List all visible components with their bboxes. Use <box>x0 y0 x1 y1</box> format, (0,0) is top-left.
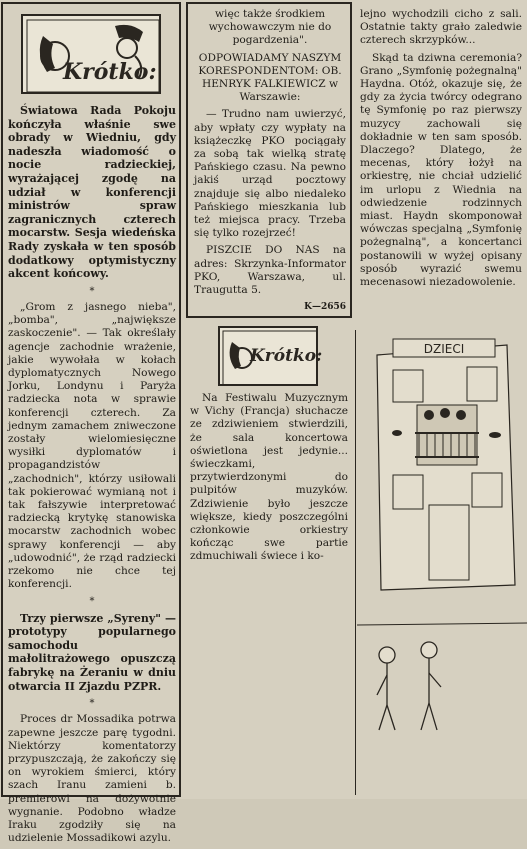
krotko-logo-2 <box>218 326 323 386</box>
krotko-logo-text-1: Krótko: <box>63 59 157 85</box>
krotko-logo-1 <box>21 14 161 94</box>
article-haydn: Skąd ta dziwna ceremonia? Grano „Symfonię pożegnalną" Haydna. Otóż, okazuje się, że gdy za życia twórcy odegrano tę Symfonię po raz pierwszy muzycy zachowali się dokładnie w ten sam sposób. Dlaczego? Dlatego, że mecenas, który łożył na orkiestrę, nie chciał udzielić im urlopu z Wiednia na odwiedzenie rodzinnych miast. Haydn skomponował wówczas specjalną „Symfonię pożegnalną", a koncertanci postanowili w wyżej opisany sposób wyrazić swemu mecenasowi niezadowolenie. <box>360 51 522 289</box>
korespondenci-intro: więc także środkiem wychowawczym nie do pogardzenia". <box>208 8 332 47</box>
column-3 <box>360 8 522 293</box>
column-2-top <box>194 8 346 314</box>
article-vichy-cont: lejno wychodzili cicho z sali. Ostatnie takty grało zaledwie czterech skrzypków... <box>360 8 522 47</box>
article-mossadik: Proces dr Mossadika potrwa zapewne jeszcze parę tygodni. Niektórzy komentatorzy przypuszczają, że zakończy się on wyrokiem śmierci, który szach Iranu zamieni b. premierowi na dożywotnie wygnanie. Podobno władze Iraku zgodziły się na udzielenie Mossadikowi azylu. <box>8 713 176 845</box>
article-syrena: Trzy pierwsze „Syreny" — prototypy popularnego samochodu małolitrażowego opuszczą fabrykę na Żeraniu w dniu otwarcia II Zjazdu PZPR. <box>8 611 176 693</box>
korespondenci-answer: — Trudno nam uwierzyć, aby wpłaty czy wypłaty na książeczkę PKO pociągały za sobą tak wielką stratę Pańskiego czasu. Na pewno jakiś urząd pocztowy znajduje się albo niedaleko Pańskiego mieszkania lub też miejsca pracy. Trzeba się tylko rozejrzeć! <box>194 108 346 240</box>
column-2-bottom <box>190 322 348 568</box>
article-nota: „Grom z jasnego nieba", „bomba", „największe zaskoczenie". — Tak określały agencje zachodnie wrażenie, jakie wywołała w kołach dyplomatycznych Nowego Jorku, Londynu i Paryża radziecka nota w sprawie konferencji czterech. Za jednym zamachem zniweczone zostały wielomiesięczne wysiłki dyplomatów i propagandzistów „zachodnich", którzy usiłowali tak pokierować wymianą not i tak fałszywie interpretować radziecką krytykę stanowiska mocarstw zachodnich wobec sprawy konferencji — aby „udowodnić", że rząd radziecki rzekomo nie chce tej konferencji. <box>8 300 176 591</box>
cartoon-sign: DZIECI <box>423 342 465 356</box>
separator-star: * <box>89 698 95 710</box>
column-1 <box>8 8 176 849</box>
cartoon-illustration <box>357 325 527 795</box>
signature: K—2656 <box>304 302 346 313</box>
krotko-logo-text-2: Krótko: <box>250 346 323 366</box>
article-vichy: Na Festiwalu Muzycznym w Vichy (Francja) słuchacze ze zdziwieniem stwierdzili, że sala koncertowa oświetlona jest jedynie... świeczkami, przytwierdzonymi do pulpitów muzyków. Zdziwienie było jeszcze większe, kiedy poszczególni członkowie orkiestry kończąc swe partie zdmuchiwali świece i ko- <box>190 392 348 563</box>
korespondenci-address: PISZCIE DO NAS na adres: Skrzynka-Informator PKO, Warszawa, ul. Traugutta 5. <box>194 244 346 297</box>
column-divider <box>355 330 356 795</box>
korespondenci-heading: ODPOWIADAMY NASZYM KORESPONDENTOM: OB. HENRYK FALKIEWICZ w Warszawie: <box>198 51 342 104</box>
separator-star: * <box>89 285 95 297</box>
article-lead: Światowa Rada Pokoju kończyła właśnie swe obrady w Wiedniu, gdy nadeszła wiadomość o nocie radzieckiej, wyrażającej zgodę na udział w konferencji ministrów spraw zagranicznych czterech mocarstw. Sesja wiedeńska Rady zyskała w ten sposób dodatkowy optymistyczny akcent końcowy. <box>8 104 176 281</box>
separator-star: * <box>89 596 95 608</box>
